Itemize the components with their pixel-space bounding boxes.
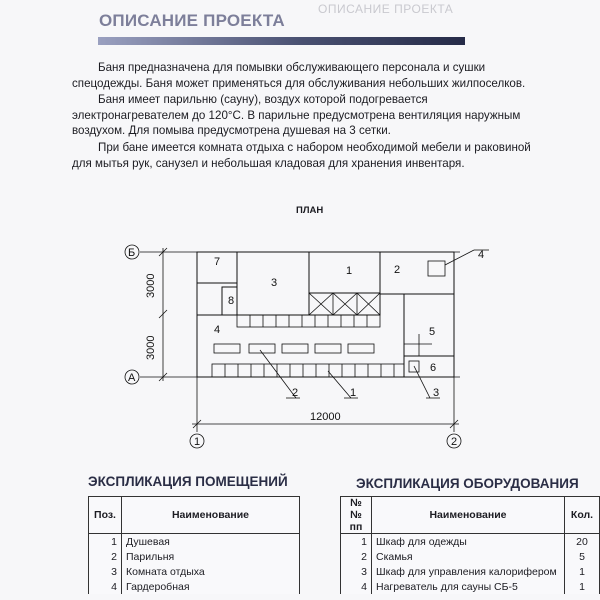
axis-label-2: 2 bbox=[451, 436, 458, 448]
cell-name: Нагреватель для сауны СБ-5 bbox=[372, 579, 565, 594]
column-header-number-line2: пп bbox=[349, 521, 363, 533]
shower-grid bbox=[309, 293, 380, 315]
room-number-7: 7 bbox=[214, 256, 221, 268]
dimension-upper: 3000 bbox=[145, 273, 157, 298]
room-number-5: 5 bbox=[429, 326, 436, 338]
page-title: ОПИСАНИЕ ПРОЕКТА bbox=[99, 11, 285, 30]
intro-paragraph: При бане имеется комната отдыха с набором необходимой мебели и раковиной для мытья рук, санузел и небольшая кладовая для хранения инвентаря. bbox=[72, 140, 531, 170]
locker-row-upper bbox=[237, 315, 380, 327]
axis-label-1: 1 bbox=[194, 436, 201, 448]
table-row bbox=[341, 564, 600, 579]
table-row bbox=[341, 579, 600, 594]
ghost-heading: ОПИСАНИЕ ПРОЕКТА bbox=[318, 2, 454, 16]
leader-line bbox=[328, 371, 351, 398]
cell-number: 2 bbox=[341, 549, 372, 564]
cell-qty: 1 bbox=[565, 564, 600, 579]
rooms-table bbox=[88, 496, 300, 594]
leader-line bbox=[414, 366, 430, 398]
table-row bbox=[89, 579, 300, 594]
cell-pos: 4 bbox=[89, 579, 122, 594]
equipment-table bbox=[340, 496, 600, 594]
table-row bbox=[341, 549, 600, 564]
column-header-name: Наименование bbox=[372, 497, 565, 534]
rooms-table-heading: ЭКСПЛИКАЦИЯ ПОМЕЩЕНИЙ bbox=[88, 474, 288, 489]
bench bbox=[282, 344, 308, 353]
table-row bbox=[89, 549, 300, 564]
leader-line bbox=[260, 350, 299, 399]
dimension-lower: 3000 bbox=[145, 335, 157, 360]
room-number-8: 8 bbox=[228, 295, 235, 307]
cell-name: Комната отдыха bbox=[122, 564, 300, 579]
cell-pos: 3 bbox=[89, 564, 122, 579]
table-row bbox=[89, 564, 300, 579]
column-header-pos: Поз. bbox=[89, 497, 122, 534]
cell-name: Скамья bbox=[372, 549, 565, 564]
column-header-number bbox=[341, 497, 372, 534]
plan-title: ПЛАН bbox=[296, 205, 324, 216]
table-row bbox=[89, 534, 300, 550]
bench bbox=[348, 344, 374, 353]
cell-qty: 5 bbox=[565, 549, 600, 564]
room-number-2: 2 bbox=[394, 264, 401, 276]
axis-label-b: Б bbox=[128, 247, 136, 259]
cell-number: 3 bbox=[341, 564, 372, 579]
bench bbox=[315, 344, 341, 353]
bench bbox=[214, 344, 240, 353]
dimension-width: 12000 bbox=[310, 411, 341, 423]
room-number-6: 6 bbox=[430, 362, 437, 374]
locker-row-lower bbox=[212, 364, 404, 377]
sauna-heater bbox=[428, 261, 445, 276]
cell-name: Гардеробная bbox=[122, 579, 300, 594]
equipment-callout-3: 3 bbox=[433, 387, 440, 399]
table-header-row bbox=[341, 497, 600, 534]
table-row bbox=[341, 534, 600, 550]
table-header-row bbox=[89, 497, 300, 534]
cell-number: 1 bbox=[341, 534, 372, 550]
cell-name: Шкаф для одежды bbox=[372, 534, 565, 550]
bench bbox=[249, 344, 275, 353]
room-number-4: 4 bbox=[214, 324, 221, 336]
room-number-1: 1 bbox=[346, 265, 353, 277]
column-header-qty: Кол. bbox=[565, 497, 600, 534]
room-number-3: 3 bbox=[271, 277, 278, 289]
cell-qty: 20 bbox=[565, 534, 600, 550]
column-header-name: Наименование bbox=[122, 497, 300, 534]
cell-name: Шкаф для управления калорифером bbox=[372, 564, 565, 579]
cell-name: Парильня bbox=[122, 549, 300, 564]
equipment-callout-2: 2 bbox=[292, 387, 299, 399]
axis-label-a: А bbox=[128, 372, 136, 384]
cell-pos: 1 bbox=[89, 534, 122, 550]
intro-paragraph: Баня имеет парильню (сауну), воздух которой подогревается электронагревателем до 120°С. В парильне предусмотрена вентиляция наружным воздухом. Для помыва предусмотрена душевая на 3 сетки. bbox=[72, 93, 521, 138]
equipment-table-heading: ЭКСПЛИКАЦИЯ ОБОРУДОВАНИЯ bbox=[356, 476, 579, 491]
cell-number: 4 bbox=[341, 579, 372, 594]
cell-qty: 1 bbox=[565, 579, 600, 594]
equipment-callout-4: 4 bbox=[478, 249, 485, 261]
cell-name: Душевая bbox=[122, 534, 300, 550]
column-header-number-line1: №№ bbox=[350, 497, 362, 521]
cell-pos: 2 bbox=[89, 549, 122, 564]
intro-paragraph: Баня предназначена для помывки обслуживающего персонала и сушки спецодежды. Баня может применяться для обслуживания небольших жилпоселков. bbox=[72, 61, 526, 90]
equipment-callout-1: 1 bbox=[350, 387, 357, 399]
